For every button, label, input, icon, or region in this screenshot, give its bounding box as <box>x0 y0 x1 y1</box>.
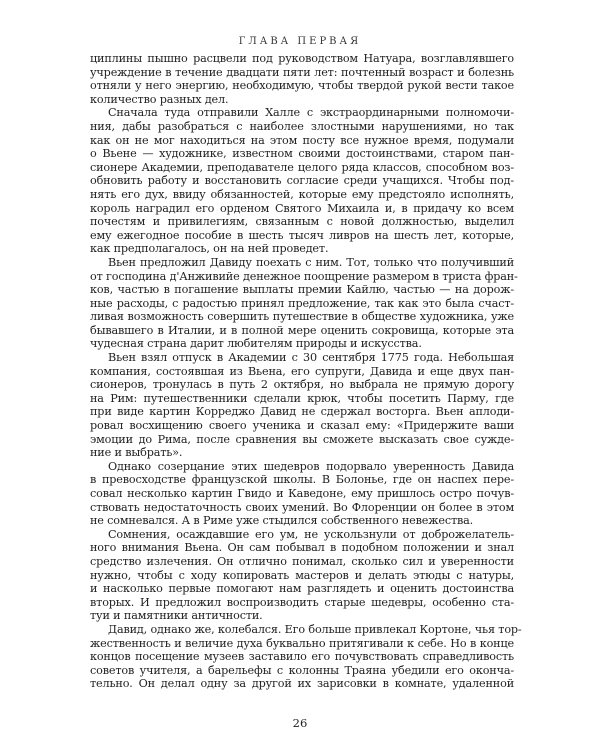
text-line: Вьен предложил Давиду поехать с ним. Тот, только что получивший <box>108 255 514 269</box>
text-line: туи и памятники античности. <box>90 609 263 623</box>
text-line: при виде картин Корреджо Давид не сдержал восторга. Вьен аплоди- <box>90 405 514 419</box>
text-line: советов учителя, а барельефы с колонны Траяна убедили его оконча- <box>90 663 514 677</box>
text-line: ные расходы, с радостью принял предложение, так как это была счаст- <box>90 296 514 310</box>
page-number: 26 <box>292 716 308 730</box>
text-line: циплины пышно расцвели под руководством Натуара, возглавлявшего <box>90 52 514 65</box>
text-line: ние и выбрать». <box>90 446 183 460</box>
text-line: Сомнения, осаждавшие его ум, не ускользнули от доброжелатель- <box>108 527 514 541</box>
text-line: учреждение в течение двадцати пяти лет: почтенный возраст и болезнь <box>90 65 514 79</box>
text-line: Давид, однако же, колебался. Его больше привлекал Кортоне, чья тор- <box>108 622 522 636</box>
text-line: ствовать недостаточность своих умений. Во Флоренции он более в этом <box>90 500 514 514</box>
text-line: эмоции до Рима, после сравнения вы сможете высказать свое сужде- <box>90 432 514 446</box>
text-line: ного внимания Вьена. Он сам побывал в подобном положении и знал <box>90 541 514 555</box>
text-line: ливая возможность совершить путешествие в обществе художника, уже <box>90 310 514 324</box>
text-line: количество разных дел. <box>90 92 229 106</box>
text-line: Сначала туда отправили Халле с экстраординарными полномочи- <box>108 106 514 120</box>
text-line: как он не мог находиться на этом посту все нужное время, подумали <box>90 133 514 147</box>
text-line: не сомневался. А в Риме уже стыдился собственного невежества. <box>90 514 474 528</box>
text-line: и насколько первые помогают нам разглядеть и оценить достоинства <box>90 582 514 596</box>
text-line: концов посещение музеев заставило его почувствовать справедливость <box>90 650 514 664</box>
text-line: на Рим: путешественники сделали крюк, чтобы посетить Парму, где <box>90 391 514 405</box>
text-line: Вьен взял отпуск в Академии с 30 сентября 1775 года. Небольшая <box>108 351 514 365</box>
text-line: ков, частью в погашение выплаты премии Кайлю, частью — на дорож- <box>90 283 514 297</box>
text-line: от господина д'Анживийе денежное поощрение размером в триста фран- <box>90 269 518 283</box>
text-line: компания, состоявшая из Вьена, его супруги, Давида и еще двух пан- <box>90 364 514 378</box>
text-line: Однако созерцание этих шедевров подорвало уверенность Давида <box>108 459 514 473</box>
text-line: бывавшего в Италии, и в полной мере оценить сокровища, которые эта <box>90 323 514 337</box>
text-line: как предполагалось, он на ней проведет. <box>90 242 329 256</box>
body-text <box>90 52 522 691</box>
text-line: обновить работу и восстановить согласие среди учащихся. Чтобы под- <box>90 174 514 188</box>
text-line: ему ежегодное пособие в шесть тысяч ливров на шесть лет, которые, <box>90 228 514 242</box>
text-line: нужно, чтобы с ходу копировать мастеров и делать этюды с натуры, <box>90 568 514 582</box>
text-line: совал несколько картин Гвидо и Каведоне, ему пришлось остро почув- <box>90 487 514 500</box>
running-header: ГЛАВА ПЕРВАЯ <box>238 36 362 47</box>
text-line: жественность и величие духа буквально притягивали к себе. Но в конце <box>90 636 514 650</box>
text-line: чудесная страна дарит любителям природы и искусства. <box>90 337 422 351</box>
text-line: средство излечения. Он отлично понимал, сколько сил и уверенности <box>90 554 514 568</box>
text-line: о Вьене — художнике, известном своими достоинствами, старом пан- <box>90 147 514 161</box>
text-line: король наградил его орденом Святого Михаила и, в придачу ко всем <box>90 201 514 215</box>
text-line: тельно. Он делал одну за другой их зарисовки в комнате, удаленной <box>90 677 514 691</box>
text-line: сионере Академии, преподавателе целого ряда классов, способном воз- <box>90 160 514 174</box>
text-line: сионеров, тронулась в путь 2 октября, но выбрала не прямую дорогу <box>90 378 514 392</box>
text-line: отняли у него энергию, необходимую, чтобы твердой рукой вести такое <box>90 79 514 93</box>
text-line: нять его дух, ввиду обязанностей, которые ему предстояло исполнять, <box>90 187 514 201</box>
text-line: ния, дабы разобраться с наиболее злостными нарушениями, но так <box>90 119 514 133</box>
text-line: почестям и привилегиям, связанным с новой должностью, выделил <box>90 215 514 229</box>
text-line: в превосходстве французской школы. В Болонье, где он наспех пере- <box>90 473 514 487</box>
text-line: ровал восхищению своего ученика и сказал ему: «Придержите ваши <box>90 419 514 433</box>
text-line: вторых. И предложил воспроизводить старые шедевры, особенно ста- <box>90 595 514 609</box>
